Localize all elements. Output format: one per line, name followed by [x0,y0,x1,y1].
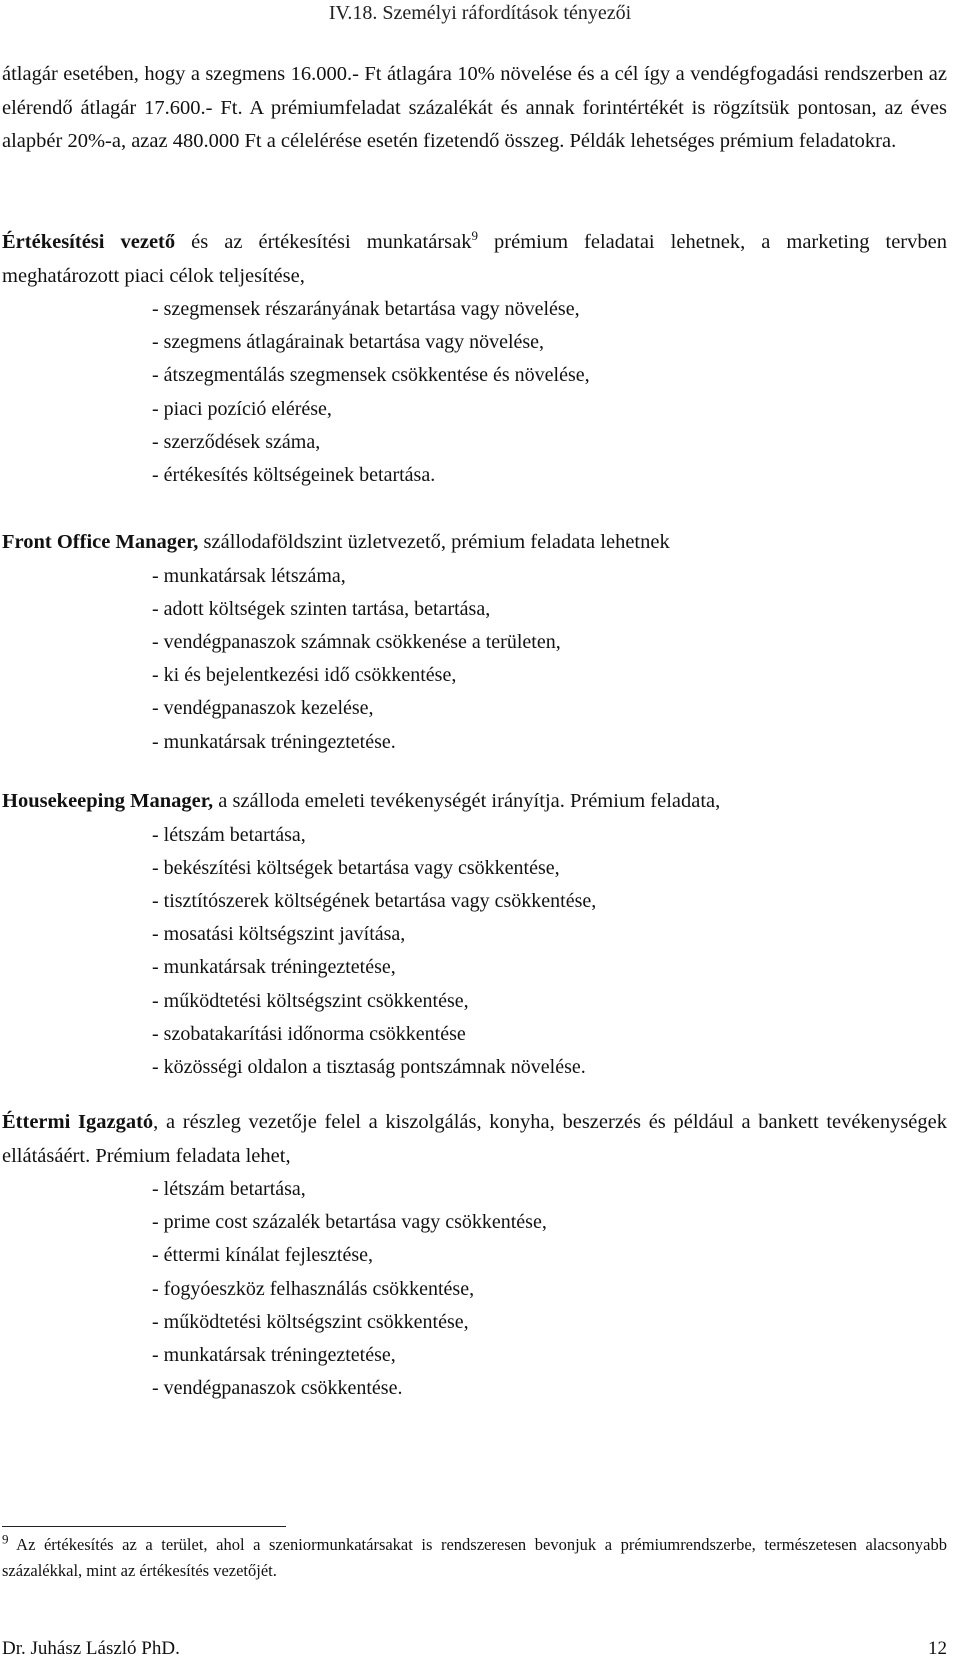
section-text: , a részleg vezetője felel a kiszolgálás, konyha, beszerzés és például a bankett tevékenységek ellátásáért. Prémium feladata lehet, [2,1111,948,1167]
section-text: prémium feladatai lehetnek, a marketing tervben meghatározott piaci célok teljesítése, [2,231,947,287]
footnote-mark: 9 [2,1531,9,1547]
section-paragraph [2,226,947,293]
list-item: - működtetési költségszint csökkentése, [152,1310,469,1333]
list-item: - éttermi kínálat fejlesztése, [152,1244,374,1267]
list-item: - fogyóeszköz felhasználás csökkentése, [152,1277,475,1300]
page-footer [2,1638,947,1660]
task-list [2,560,947,759]
list-item: - szegmens átlagárainak betartása vagy növelése, [152,331,545,354]
task-list [2,293,947,492]
list-item: - bekészítési költségek betartása vagy csökkentése, [152,856,560,879]
list-item: - létszám betartása, [152,1178,306,1200]
section-restaurant-director [2,1106,947,1405]
list-item: - piaci pozíció elérése, [152,397,332,420]
list-item: - átszegmentálás szegmensek csökkentése és növelése, [152,364,590,387]
task-list [2,1173,947,1405]
section-paragraph [2,526,947,560]
section-lead: Éttermi Igazgató [2,1111,154,1133]
list-item: - szegmensek részarányának betartása vagy növelése, [152,298,580,320]
section-lead: Értékesítési vezető [2,231,176,253]
list-item: - vendégpanaszok számnak csökkenése a területen, [152,630,561,653]
list-item: - mosatási költségszint javítása, [152,923,406,946]
section-sales-manager [2,226,947,492]
task-list [2,819,947,1085]
list-item: - prime cost százalék betartása vagy csökkentése, [152,1211,547,1234]
section-text: a szálloda emeleti tevékenységét irányítja. Prémium feladata, [213,790,721,812]
list-item: - adott költségek szinten tartása, betartása, [152,597,491,620]
section-paragraph [2,785,947,819]
footnote [2,1532,947,1584]
list-item: - munkatársak tréningeztetése. [152,730,396,753]
list-item: - szobatakarítási időnorma csökkentése [152,1022,466,1045]
list-item: - létszám betartása, [152,823,306,846]
footer-author: Dr. Juhász László PhD. [2,1638,180,1659]
list-item: - szerződések száma, [152,430,321,453]
list-item: - vendégpanaszok csökkentése. [152,1377,403,1400]
section-paragraph [2,1106,947,1173]
list-item: - munkatársak tréningeztetése, [152,1344,396,1367]
list-item: - munkatársak létszáma, [152,564,346,587]
page-number: 12 [928,1638,947,1659]
list-item: - munkatársak tréningeztetése, [152,956,396,979]
section-text: szállodaföldszint üzletvezető, prémium feladata lehetnek [198,531,670,553]
list-item: - közösségi oldalon a tisztaság pontszámnak növelése. [152,1055,586,1078]
list-item: - ki és bejelentkezési idő csökkentése, [152,664,457,687]
list-item: - tisztítószerek költségének betartása vagy csökkentése, [152,889,597,912]
section-lead: Front Office Manager, [2,531,199,553]
footnote-text: Az értékesítés az a terület, ahol a szeniormunkatársakat is rendszeresen bevonjuk a prémiumrendszerbe, természetesen alacsonyabb százalékkal, mint az értékesítés vezetőjét. [2,1535,947,1580]
list-item: - vendégpanaszok kezelése, [152,697,374,720]
page-header: IV.18. Személyi ráfordítások tényezői [328,2,632,24]
footnote-divider [2,1526,286,1527]
intro-paragraph [2,58,947,159]
section-lead: Housekeeping Manager, [2,790,214,812]
intro-text: átlagár esetében, hogy a szegmens 16.000.- Ft átlagára 10% növelése és a cél így a vendégfogadási rendszerben az elérendő átlagár 17.600.- Ft. A prémiumfeladat százalékát és annak forintértékét is rögzítsük pontosan, az éves alapbér 20%-a, azaz 480.000 Ft a célelérése esetén fizetendő összeg. Példák lehetséges prémium feladatokra. [2,63,947,152]
section-housekeeping-manager [2,785,947,1084]
list-item: - működtetési költségszint csökkentése, [152,989,469,1012]
list-item: - értékesítés költségeinek betartása. [152,464,436,487]
section-text-before-sup: és az értékesítési munkatársak [175,231,472,253]
footnote-ref: 9 [471,228,478,244]
section-front-office-manager [2,526,947,759]
